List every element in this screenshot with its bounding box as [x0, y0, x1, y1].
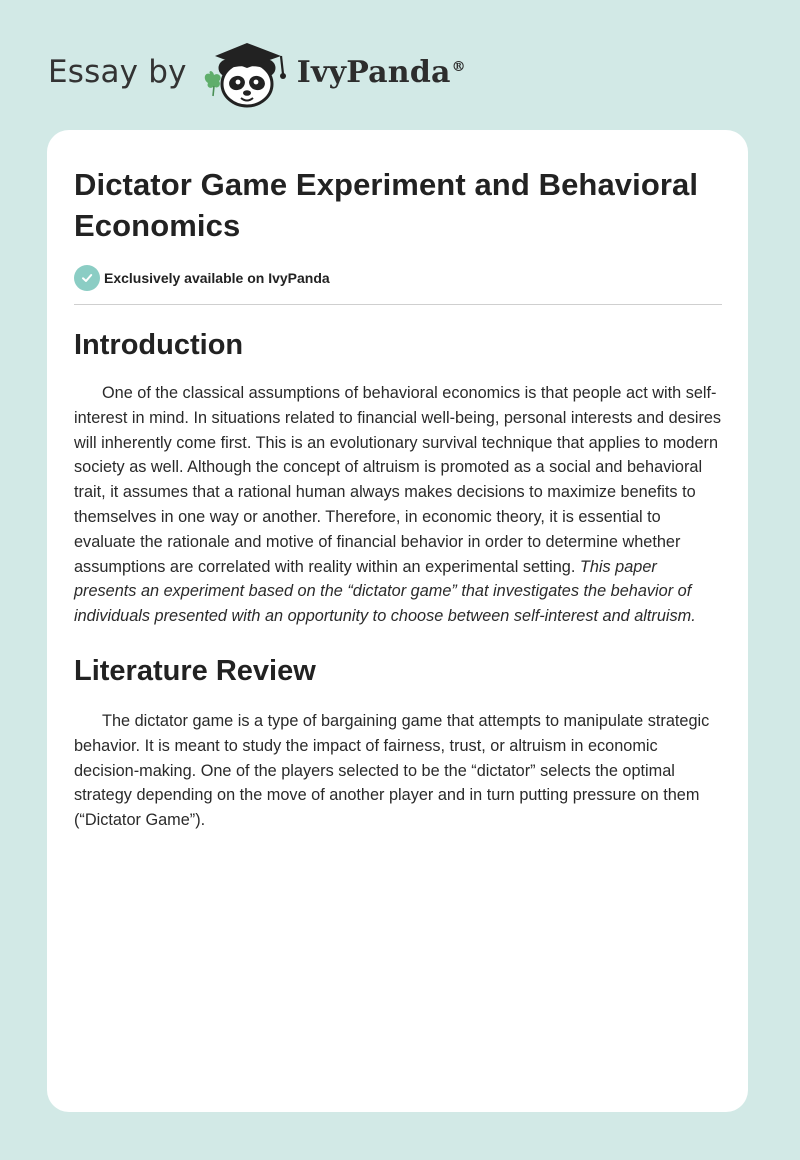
section-heading-literature-review: Literature Review [74, 654, 316, 687]
literature-review-paragraph: The dictator game is a type of bargaining game that attempts to manipulate strategic behavior. It is meant to study the impact of fairness, trust, or altruism in economic decision-making. One of the players selected to be the “dictator” selects the optimal strategy depending on the move of another player and in turn putting pressure on them (“Dictator Game”). [74, 711, 710, 830]
introduction-paragraph: One of the classical assumptions of behavioral economics is that people act with self-interest in mind. In situations related to financial well-being, personal interests and desires will inherently come first. This is an evolutionary survival technique that applies to modern society as well. Although the concept of altruism is promoted as a social and behavioral trait, it assumes that a rational human always makes decisions to maximize benefits to themselves in one way or another. Therefore, in economic theory, it is essential to evaluate the rationale and motive of financial behavior in order to determine whether assumptions are correlated with reality within an experimental setting. This paper presents an experiment based on the “dictator game” that investigates the behavior of individuals presented with an opportunity to choose between self-interest and altruism. [74, 384, 722, 626]
section-heading-introduction: Introduction [74, 329, 244, 361]
essay-card [47, 130, 748, 1112]
essay-by-label: Essay by [48, 54, 187, 90]
exclusive-badge [74, 265, 722, 291]
panda-graduate-logo-icon [201, 34, 295, 110]
exclusive-label: Exclusively available on IvyPanda [104, 270, 330, 286]
check-badge-icon [74, 265, 100, 291]
registered-mark: ® [451, 58, 466, 75]
introduction-thesis: This paper presents an experiment based on the “dictator game” that investigates the behavior of individuals presented with an opportunity to choose between self-interest and altruism. [74, 557, 696, 626]
title-divider [74, 304, 722, 305]
brand-header [48, 34, 466, 110]
essay-title: Dictator Game Experiment and Behavioral Economics [74, 167, 699, 243]
brand-name: IvyPanda® [296, 54, 466, 90]
